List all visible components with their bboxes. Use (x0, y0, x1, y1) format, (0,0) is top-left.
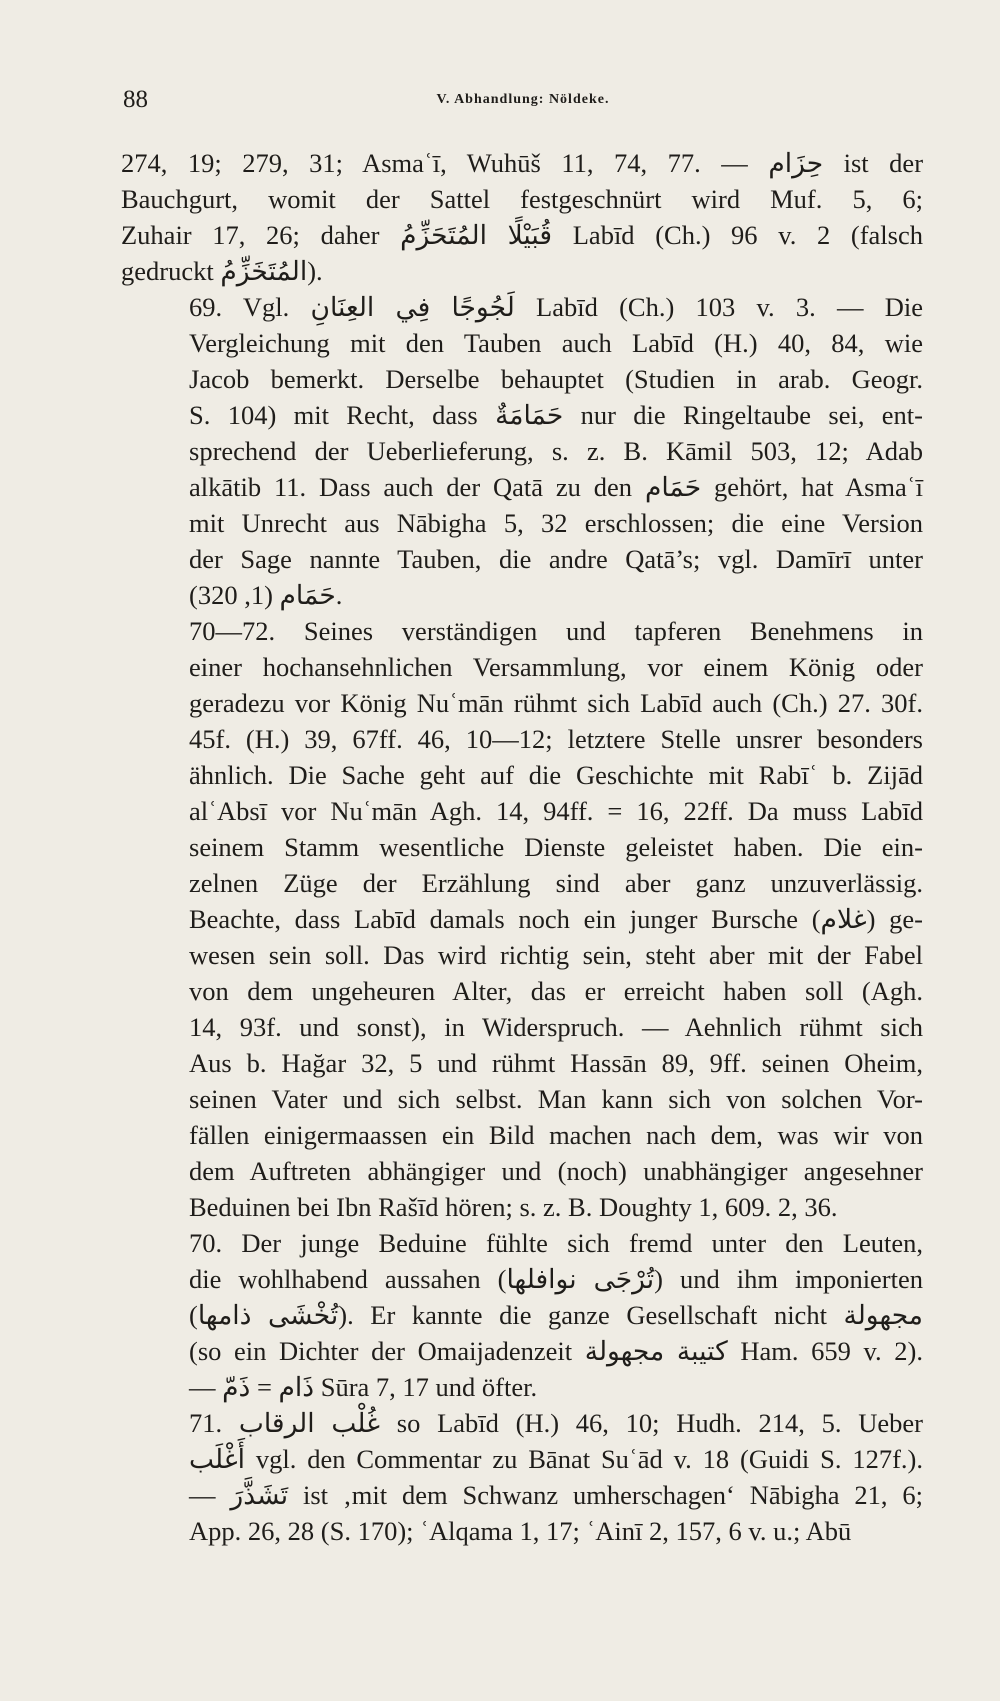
text-line: gedruckt المُتَخَزِّمُ). (121, 256, 323, 286)
text-line: 274, 19; 279, 31; Asmaʿī, Wuhūš 11, 74, 77. — حِزَام ist der (121, 148, 924, 178)
running-title: V. Abhandlung: Nöldeke. (436, 92, 610, 107)
paragraph (121, 613, 923, 1225)
body-text (121, 145, 923, 1549)
text-line: 71. غُلْب الرقاب so Labīd (H.) 46, 10; Hudh. 214, 5. Ueber (189, 1408, 924, 1438)
text-line: (so ein Dichter der Omaijadenzeit كتيبة مجهولة Ham. 659 v. 2). (189, 1336, 923, 1366)
text-line: mit Unrecht aus Nābigha 5, 32 erschlossen; die eine Version (189, 508, 923, 538)
text-line: die wohlhabend aussahen (تُرْجَى نوافلها) und ihm imponierten (189, 1264, 924, 1294)
text-line: ähnlich. Die Sache geht auf die Geschichte mit Rabīʿ b. Zijād (189, 760, 923, 790)
text-line: alkātib 11. Dass auch der Qatā zu den حَمَام gehört, hat Asmaʿī (189, 472, 923, 502)
text-line: alʿAbsī vor Nuʿmān Agh. 14, 94ff. = 16, 22ff. Da muss Labīd (189, 796, 923, 826)
text-line: Jacob bemerkt. Derselbe behauptet (Studien in arab. Geogr. (189, 364, 923, 394)
text-line: حَمَام (1, 320). (189, 580, 343, 610)
text-line: Zuhair 17, 26; daher قُبَيْلًا المُتَحَزِّمُ Labīd (Ch.) 96 v. 2 (falsch (121, 220, 923, 250)
text-line: einer hochansehnlichen Versammlung, vor einem König oder (189, 652, 923, 682)
text-line: dem Auftreten abhängiger und (noch) unabhängiger angesehner (189, 1156, 923, 1186)
page-header (123, 86, 923, 126)
text-line: — ذَام = ذَمّ Sūra 7, 17 und öfter. (189, 1372, 538, 1402)
text-line: geradezu vor König Nuʿmān rühmt sich Labīd auch (Ch.) 27. 30f. (189, 688, 923, 718)
text-line: 70. Der junge Beduine fühlte sich fremd unter den Leuten, (189, 1228, 923, 1258)
paragraph (121, 145, 923, 289)
text-line: Aus b. Hağar 32, 5 und rühmt Hassān 89, 9ff. seinen Oheim, (189, 1048, 923, 1078)
text-line: Vergleichung mit den Tauben auch Labīd (H.) 40, 84, wie (189, 328, 923, 358)
text-line: S. 104) mit Recht, dass حَمَامَةٌ nur die Ringeltaube sei, ent- (189, 400, 923, 430)
text-line: App. 26, 28 (S. 170); ʿAlqama 1, 17; ʿAinī 2, 157, 6 v. u.; Abū (189, 1516, 852, 1546)
paragraph (121, 1405, 923, 1549)
text-line: Beachte, dass Labīd damals noch ein junger Bursche (غلام) ge- (189, 904, 923, 934)
text-line: 70—72. Seines verständigen und tapferen Benehmens in (189, 616, 923, 646)
text-line: Bauchgurt, womit der Sattel festgeschnürt wird Muf. 5, 6; (121, 184, 923, 214)
text-line: von dem ungeheuren Alter, das er erreicht haben soll (Agh. (189, 976, 923, 1006)
text-line: Beduinen bei Ibn Rašīd hören; s. z. B. Doughty 1, 609. 2, 36. (189, 1192, 838, 1222)
paragraph (121, 289, 923, 613)
text-line: أَغْلَب vgl. den Commentar zu Bānat Suʿād v. 18 (Guidi S. 127f.). (189, 1444, 923, 1474)
text-line: fällen einigermaassen ein Bild machen nach dem, was wir von (189, 1120, 923, 1150)
text-line: der Sage nannte Tauben, die andre Qatā’s; vgl. Damīrī unter (189, 544, 923, 574)
text-line: seinen Vater und sich selbst. Man kann sich von solchen Vor- (189, 1084, 923, 1114)
text-line: — تَشَذَّرَ ist ‚mit dem Schwanz umherschagen‘ Nābigha 21, 6; (189, 1480, 924, 1510)
text-line: sprechend der Ueberlieferung, s. z. B. Kāmil 503, 12; Adab (189, 436, 923, 466)
text-line: 14, 93f. und sonst), in Widerspruch. — Aehnlich rühmt sich (189, 1012, 923, 1042)
text-line: 69. Vgl. لَجُوجًا فِي العِنَانِ Labīd (Ch.) 103 v. 3. — Die (189, 292, 923, 322)
text-line: wesen sein soll. Das wird richtig sein, steht aber mit der Fabel (189, 940, 923, 970)
page-number: 88 (123, 86, 148, 113)
text-line: zelnen Züge der Erzählung sind aber ganz unzuverlässig. (189, 868, 923, 898)
text-line: (تُخْشَى ذامها). Er kannte die ganze Gesellschaft nicht مجهولة (189, 1300, 924, 1330)
text-line: 45f. (H.) 39, 67ff. 46, 10—12; letztere Stelle unsrer besonders (189, 724, 923, 754)
text-line: seinem Stamm wesentliche Dienste geleistet haben. Die ein- (189, 832, 923, 862)
paragraph (121, 1225, 923, 1405)
